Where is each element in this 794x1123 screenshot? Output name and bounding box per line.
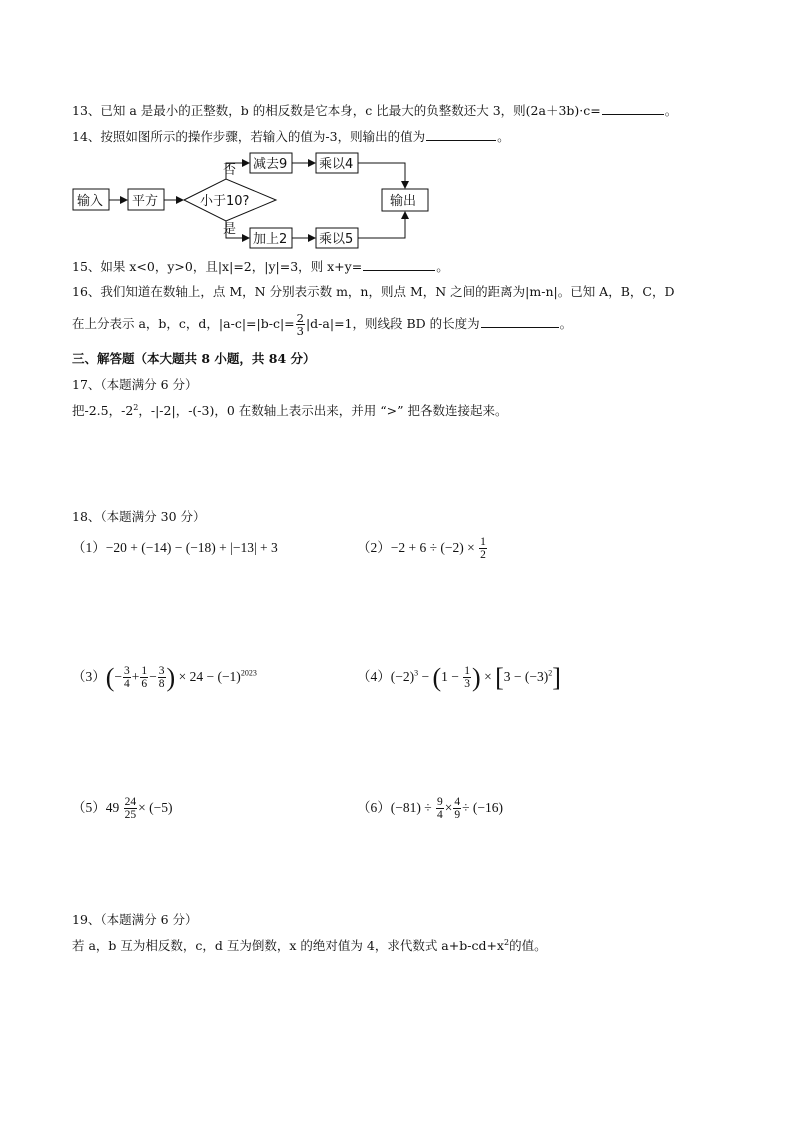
q18-p4-tail: 3 − (−3) bbox=[503, 669, 549, 684]
q14-end: 。 bbox=[497, 129, 510, 144]
q18-p2-label: （2） bbox=[357, 540, 391, 555]
q18-p2-den: 2 bbox=[480, 549, 486, 562]
q18-p5-fraction bbox=[124, 796, 138, 821]
q16-fraction bbox=[296, 312, 305, 337]
q18-p3-exp: 2023 bbox=[240, 668, 257, 678]
q16-end: 。 bbox=[559, 316, 573, 331]
flow-output-label: 输出 bbox=[390, 194, 417, 209]
q18-p4-frac-num: 1 bbox=[464, 665, 471, 678]
q18-p5-den: 25 bbox=[124, 809, 137, 822]
q19-body-a: 若 a，b 互为相反数，c，d 互为倒数，x 的绝对值为 4，求代数式 a+b-cd+x bbox=[72, 938, 504, 953]
q18-part-3: （3）(− $\frac{3}{4}$ + $\frac{1}{6}$ − $\frac{3}{8}$ ) × $24 - (-1)^{2023}$ bbox=[72, 662, 257, 692]
q17-body-a: 把-2.5，-2 bbox=[72, 403, 134, 418]
q18-p3-frac-2 bbox=[140, 665, 148, 690]
flow-add-label: 加上2 bbox=[253, 232, 288, 247]
q18-heading: 18、（本题满分 30 分） bbox=[72, 509, 206, 524]
q18-p6-head: (−81) ÷ bbox=[390, 800, 432, 815]
q18-p3-tail: × 24 − (−1) bbox=[178, 669, 241, 684]
q18-p1-expr: −20 + (−14) − (−18) + |−13| + 3 bbox=[105, 540, 278, 555]
q18-p3-t1-num: 3 bbox=[124, 665, 130, 678]
question-14 bbox=[72, 127, 510, 146]
q18-p2-num: 1 bbox=[480, 536, 486, 549]
q18-p4-exp2: 2 bbox=[548, 668, 553, 678]
q18-p5-label: （5） bbox=[72, 800, 106, 815]
q17-body bbox=[72, 402, 507, 420]
q18-p3-t1-den: 4 bbox=[124, 678, 130, 691]
q18-p3-t3-num: 3 bbox=[158, 665, 165, 678]
q14-answer-blank[interactable] bbox=[426, 127, 496, 141]
question-13 bbox=[72, 101, 677, 120]
q18-p3-t2-den: 6 bbox=[141, 678, 148, 691]
q18-p6-label: （6） bbox=[357, 800, 391, 815]
operation-flowchart bbox=[72, 152, 442, 252]
flow-no-label: 否 bbox=[223, 163, 237, 178]
q19-body bbox=[72, 937, 547, 955]
q18-p5-num: 24 bbox=[124, 796, 137, 809]
q17-body-b: ，-|-2|，-(-3)，0 在数轴上表示出来，并用 “>” 把各数连接起来。 bbox=[138, 403, 508, 418]
q18-p4-exp1: 3 bbox=[414, 668, 419, 678]
flow-input-label: 输入 bbox=[77, 194, 104, 209]
flow-decision-label: 小于10? bbox=[200, 194, 250, 209]
q13-text: 13、已知 a 是最小的正整数，b 的相反数是它本身，c 比最大的负整数还大 3，则(2a＋3b)·c= bbox=[72, 103, 601, 118]
flow-mult4-label: 乘以4 bbox=[319, 157, 354, 172]
question-16-line-2 bbox=[72, 310, 572, 338]
q15-answer-blank[interactable] bbox=[363, 257, 435, 271]
q18-p3-t2-num: 1 bbox=[141, 665, 148, 678]
q18-p6-d1: 4 bbox=[437, 809, 443, 822]
q18-p6-d2: 9 bbox=[454, 809, 461, 822]
q18-p5-tail: × (−5) bbox=[138, 800, 173, 815]
q14-text: 14、按照如图所示的操作步骤，若输入的值为-3，则输出的值为 bbox=[72, 129, 426, 144]
q18-p1-label: （1） bbox=[72, 540, 106, 555]
q16-frac-den: 3 bbox=[296, 324, 304, 338]
q19-body-sup: 2 bbox=[503, 937, 510, 947]
q16-line2-a: 在上分表示 a，b，c，d，|a-c|=|b-c|= bbox=[72, 316, 295, 331]
q18-p6-n2: 4 bbox=[454, 796, 461, 809]
q18-part-4: $(4)(-2)^3 - (1$ − $\frac{1}{3}$ ) × $[3 - (-3)^2]$ bbox=[357, 662, 561, 692]
q18-p5-whole: 49 bbox=[105, 800, 120, 815]
q18-p3-t3-den: 8 bbox=[158, 678, 165, 691]
q18-p6-frac-2 bbox=[453, 796, 461, 821]
q16-line2-b: |d-a|=1，则线段 BD 的长度为 bbox=[305, 316, 480, 331]
q18-p6-frac-1 bbox=[436, 796, 444, 821]
q18-p3-frac-3 bbox=[158, 665, 166, 690]
q18-part-5 bbox=[72, 791, 172, 825]
flow-subtract-label: 减去9 bbox=[253, 157, 288, 172]
q13-answer-blank[interactable] bbox=[602, 101, 664, 115]
q18-p6-n1: 9 bbox=[437, 796, 443, 809]
flow-yes-label: 是 bbox=[223, 222, 237, 237]
q18-part-2 bbox=[357, 531, 488, 565]
q17-body-sup: 2 bbox=[133, 402, 139, 412]
q16-answer-blank[interactable] bbox=[481, 314, 559, 328]
q15-text: 15、如果 x<0，y>0，且|x|=2，|y|=3，则 x+y= bbox=[72, 259, 363, 274]
q18-p2-expr: −2 + 6 ÷ (−2) × bbox=[390, 540, 475, 555]
flow-square-label: 平方 bbox=[132, 194, 159, 209]
q18-part-1 bbox=[72, 539, 278, 557]
section-3-heading: 三、解答题（本大题共 8 小题，共 84 分） bbox=[72, 351, 316, 366]
q13-end: 。 bbox=[664, 103, 678, 118]
q18-p4-frac-den: 3 bbox=[464, 678, 471, 691]
q18-p3-label: （3） bbox=[72, 669, 106, 684]
q18-p4-head: (−2) bbox=[390, 669, 415, 684]
question-15 bbox=[72, 257, 449, 276]
q19-body-b: 的值。 bbox=[509, 938, 547, 953]
q18-p3-frac-1 bbox=[123, 665, 131, 690]
question-16-line-1 bbox=[72, 283, 674, 301]
q18-p6-tail: ÷ (−16) bbox=[462, 800, 504, 815]
q17-heading: 17、（本题满分 6 分） bbox=[72, 377, 198, 392]
q15-end: 。 bbox=[436, 259, 449, 274]
q16-frac-num: 2 bbox=[296, 311, 304, 325]
flow-mult5-label: 乘以5 bbox=[319, 232, 354, 247]
q18-p4-label: （4） bbox=[357, 669, 391, 684]
q18-p4-fraction bbox=[463, 665, 471, 690]
q16-line1: 16、我们知道在数轴上，点 M，N 分别表示数 m，n，则点 M，N 之间的距离为|m-n|。已知 A，B，C，D bbox=[72, 284, 675, 299]
q19-heading: 19、（本题满分 6 分） bbox=[72, 912, 198, 927]
q18-part-6: （6）(−81) ÷ $\frac{9}{4}$ × $\frac{4}{9}$ ÷ (−16) bbox=[357, 796, 504, 822]
q18-p2-fraction bbox=[479, 536, 487, 561]
